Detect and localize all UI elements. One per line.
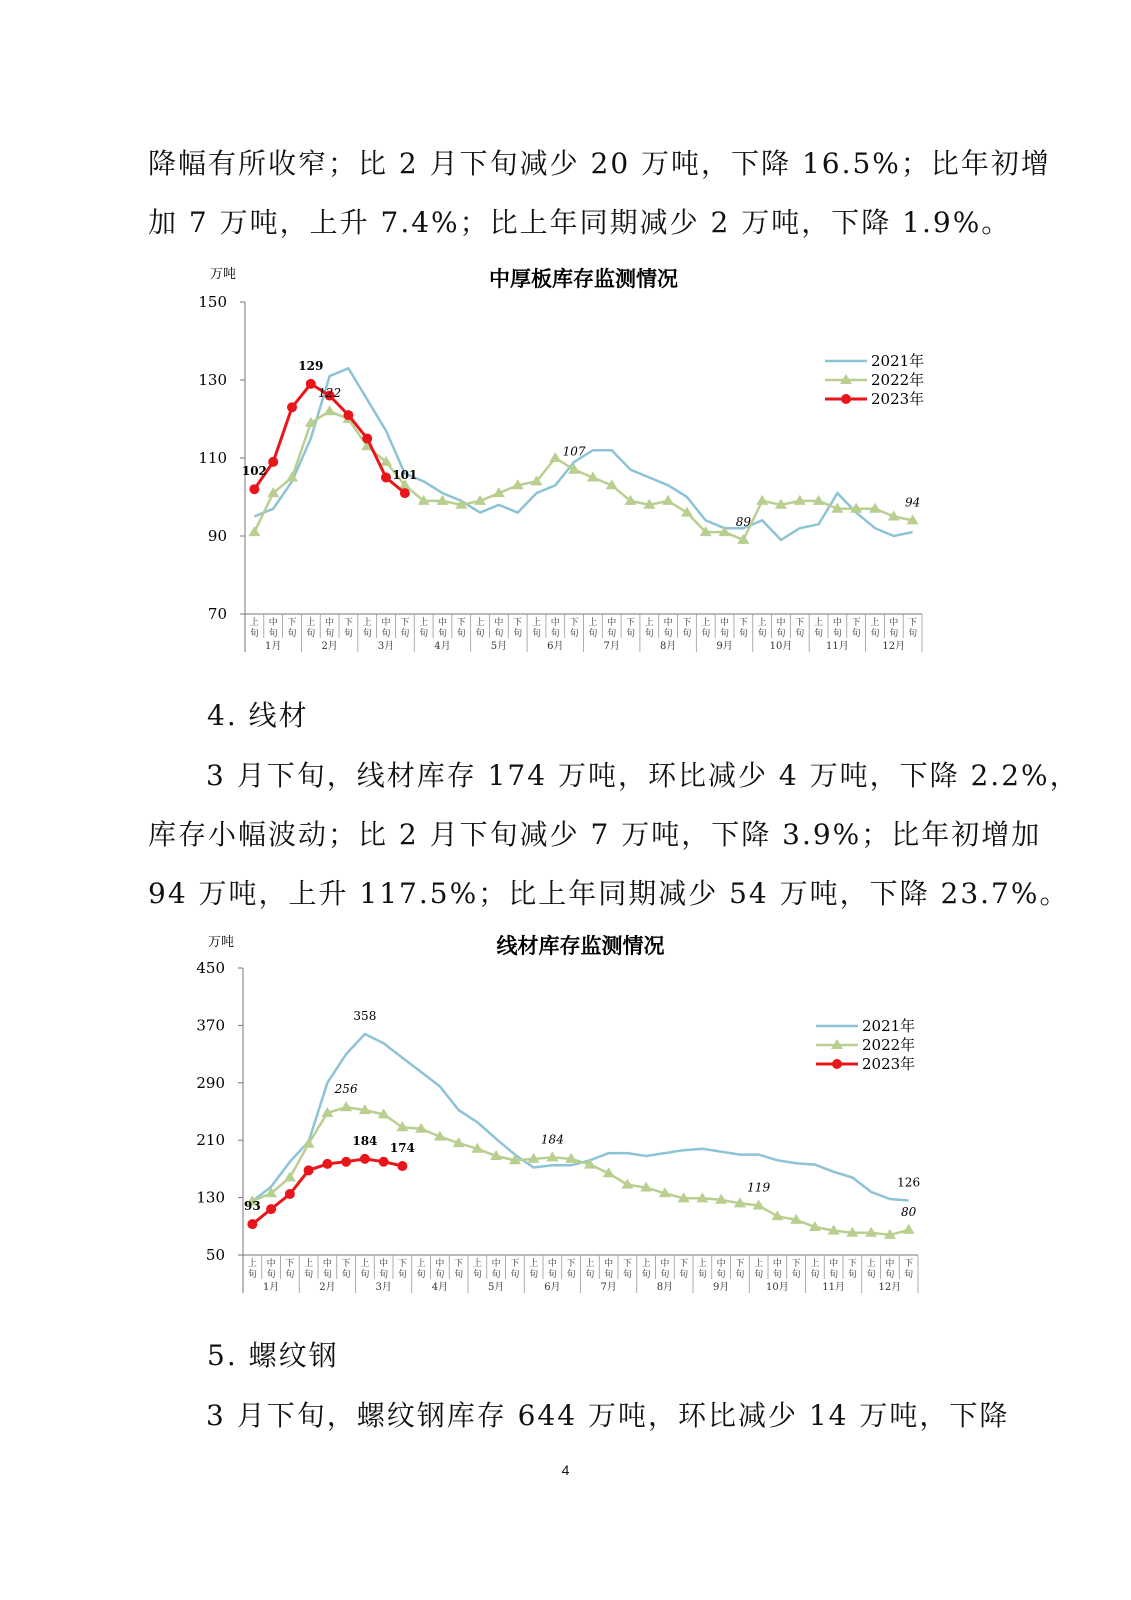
x-tick-label-bottom: 旬 [435,1270,445,1280]
x-tick-label-bottom: 旬 [437,629,447,639]
x-tick-label-bottom: 旬 [585,1270,595,1280]
x-tick-label-top: 上 [814,618,824,628]
x-tick-label-top: 上 [304,1259,314,1269]
page-number: 4 [561,1462,570,1478]
month-label: 5月 [487,1282,505,1293]
x-tick-label-top: 中 [325,618,335,628]
x-tick-label-bottom: 旬 [416,1270,426,1280]
y-tick-label: 130 [196,1188,225,1207]
data-point-circle [400,488,410,498]
x-tick-label-top: 上 [588,618,598,628]
x-tick-label-top: 中 [550,618,560,628]
x-tick-label-top: 中 [266,1259,276,1269]
x-tick-label-bottom: 旬 [607,629,617,639]
x-tick-label-bottom: 旬 [529,1270,539,1280]
x-tick-label-bottom: 旬 [810,1270,820,1280]
x-tick-label-top: 下 [795,618,805,628]
x-tick-label-bottom: 旬 [735,1270,745,1280]
text-line: 库存小幅波动；比 2 月下旬减少 7 万吨，下降 3.9%；比年初增加 [148,818,1042,851]
x-tick-label-bottom: 旬 [400,629,410,639]
x-tick-label-top: 中 [660,1259,670,1269]
x-tick-label-top: 中 [829,1259,839,1269]
data-point-triangle [284,1172,296,1182]
data-label: 101 [392,468,418,483]
data-point-circle [381,473,391,483]
x-tick-label-bottom: 旬 [832,629,842,639]
data-label: 94 [904,495,921,510]
legend-entry: 2023年 [862,1055,916,1073]
x-tick-label-bottom: 旬 [397,1270,407,1280]
series-line-2022年 [254,411,912,540]
x-tick-label-bottom: 旬 [379,1270,389,1280]
x-tick-label-top: 上 [419,618,429,628]
text-line: 加 7 万吨，上升 7.4%；比上年同期减少 2 万吨，下降 1.9%。 [148,206,1012,239]
x-tick-label-bottom: 旬 [851,629,861,639]
x-tick-label-bottom: 旬 [454,1270,464,1280]
paragraph-plate-summary [148,134,1051,252]
data-point-triangle [303,1138,315,1148]
x-tick-label-top: 上 [360,1259,370,1269]
y-tick-label: 70 [207,605,227,623]
data-point-triangle [324,405,336,415]
x-tick-label-bottom: 旬 [866,1270,876,1280]
text-line: 3 月下旬，螺纹钢库存 644 万吨，环比减少 14 万吨，下降 [206,1399,1010,1432]
month-label: 5月 [490,641,508,652]
x-tick-label-top: 上 [754,1259,764,1269]
x-tick-label-bottom: 旬 [550,629,560,639]
x-tick-label-bottom: 旬 [908,629,918,639]
x-tick-label-bottom: 旬 [604,1270,614,1280]
x-tick-label-bottom: 旬 [510,1270,520,1280]
y-axis-unit: 万吨 [210,267,237,282]
wire-rod-inventory-chart [0,928,1131,1298]
section-heading-rebar: 5. 螺纹钢 [207,1339,339,1372]
x-tick-label-top: 中 [720,618,730,628]
y-tick-label: 150 [198,293,227,311]
x-tick-label-bottom: 旬 [306,629,316,639]
plate-inventory-chart [0,258,1131,658]
x-tick-label-top: 上 [641,1259,651,1269]
data-point-triangle [248,526,260,536]
data-point-triangle [546,1151,558,1161]
y-tick-label: 90 [207,527,227,545]
data-point-circle [343,410,353,420]
x-tick-label-bottom: 旬 [701,629,711,639]
data-label: 119 [747,1180,771,1195]
x-tick-label-top: 中 [885,1259,895,1269]
x-tick-label-top: 下 [626,618,636,628]
x-tick-label-top: 中 [437,618,447,628]
x-tick-label-top: 下 [569,618,579,628]
x-tick-label-bottom: 旬 [720,629,730,639]
data-label: 184 [352,1133,378,1148]
month-label: 12月 [878,1282,902,1293]
x-tick-label-top: 下 [566,1259,576,1269]
y-tick-label: 110 [198,449,227,467]
legend-entry: 2021年 [871,352,925,370]
x-tick-label-bottom: 旬 [738,629,748,639]
x-tick-label-top: 下 [791,1259,801,1269]
x-tick-label-top: 上 [529,1259,539,1269]
month-label: 4月 [431,1282,449,1293]
x-tick-label-top: 中 [494,618,504,628]
x-tick-label-bottom: 旬 [322,1270,332,1280]
x-tick-label-bottom: 旬 [679,1270,689,1280]
x-tick-label-top: 下 [735,1259,745,1269]
x-tick-label-bottom: 旬 [682,629,692,639]
x-tick-label-bottom: 旬 [754,1270,764,1280]
month-label: 3月 [377,641,395,652]
data-point-triangle [340,1101,352,1111]
month-label: 1月 [265,641,282,652]
x-tick-label-bottom: 旬 [362,629,372,639]
text-line: 3 月下旬，线材库存 174 万吨，环比减少 4 万吨，下降 2.2%， [206,759,1080,792]
x-tick-label-bottom: 旬 [341,1270,351,1280]
x-tick-label-bottom: 旬 [381,629,391,639]
x-tick-label-top: 下 [397,1259,407,1269]
chart-title: 中厚板库存监测情况 [489,266,678,291]
x-tick-label-top: 上 [472,1259,482,1269]
x-tick-label-top: 下 [622,1259,632,1269]
x-tick-label-top: 中 [604,1259,614,1269]
month-label: 7月 [603,641,620,652]
x-tick-label-bottom: 旬 [847,1270,857,1280]
data-label: 102 [241,464,267,479]
x-tick-label-top: 上 [362,618,372,628]
data-point-circle [266,1204,276,1214]
x-tick-label-top: 上 [644,618,654,628]
x-tick-label-bottom: 旬 [419,629,429,639]
x-tick-label-top: 下 [682,618,692,628]
x-tick-label-top: 中 [776,618,786,628]
x-tick-label-bottom: 旬 [641,1270,651,1280]
x-tick-label-top: 下 [343,618,353,628]
x-tick-label-bottom: 旬 [757,629,767,639]
data-point-circle [285,1189,295,1199]
x-tick-label-bottom: 旬 [795,629,805,639]
x-tick-label-top: 中 [322,1259,332,1269]
month-label: 9月 [716,641,733,652]
x-tick-label-top: 下 [510,1259,520,1269]
chart-title: 线材库存监测情况 [496,933,665,958]
month-label: 9月 [712,1282,730,1293]
x-tick-label-bottom: 旬 [531,629,541,639]
y-tick-label: 210 [196,1131,225,1150]
x-tick-label-top: 中 [772,1259,782,1269]
y-tick-label: 450 [196,959,225,977]
x-tick-label-top: 上 [810,1259,820,1269]
x-tick-label-top: 上 [701,618,711,628]
x-tick-label-bottom: 旬 [772,1270,782,1280]
x-tick-label-top: 中 [607,618,617,628]
data-label: 174 [389,1141,415,1156]
x-tick-label-bottom: 旬 [266,1270,276,1280]
month-label: 8月 [656,1282,674,1293]
data-point-circle [379,1157,389,1167]
x-tick-label-top: 下 [847,1259,857,1269]
month-label: 2月 [321,641,338,652]
text-line: 94 万吨，上升 117.5%；比上年同期减少 54 万吨，下降 23.7%。 [148,877,1070,910]
data-point-triangle [621,1179,633,1189]
month-label: 2月 [319,1282,336,1293]
data-point-circle [397,1161,407,1171]
series-line-2021年 [252,1034,908,1201]
x-tick-label-top: 上 [585,1259,595,1269]
x-tick-label-bottom: 旬 [814,629,824,639]
data-point-triangle [396,1121,408,1131]
x-tick-label-top: 上 [247,1259,257,1269]
x-tick-label-top: 中 [435,1259,445,1269]
y-axis-unit: 万吨 [208,935,235,950]
x-tick-label-top: 下 [400,618,410,628]
month-label: 3月 [375,1282,392,1293]
x-tick-label-top: 上 [757,618,767,628]
month-label: 11月 [822,1282,845,1293]
month-label: 4月 [434,641,451,652]
data-point-circle [304,1165,314,1175]
x-tick-label-top: 中 [268,618,278,628]
x-tick-label-bottom: 旬 [588,629,598,639]
data-label: 107 [562,444,586,459]
data-point-triangle [662,495,674,505]
month-label: 1月 [262,1282,280,1293]
data-point-circle [247,1219,257,1229]
x-tick-label-bottom: 旬 [249,629,259,639]
x-tick-label-bottom: 旬 [829,1270,839,1280]
x-tick-label-bottom: 旬 [456,629,466,639]
y-tick-label: 370 [196,1016,225,1035]
x-tick-label-bottom: 旬 [622,1270,632,1280]
x-tick-label-bottom: 旬 [547,1270,557,1280]
data-label: 358 [353,1009,377,1024]
x-tick-label-top: 下 [904,1259,914,1269]
y-tick-label: 50 [205,1246,225,1264]
month-label: 7月 [600,1282,617,1293]
x-tick-label-bottom: 旬 [697,1270,707,1280]
x-tick-label-bottom: 旬 [325,629,335,639]
x-tick-label-bottom: 旬 [904,1270,914,1280]
x-tick-label-top: 下 [679,1259,689,1269]
x-tick-label-top: 上 [249,618,259,628]
x-tick-label-top: 下 [341,1259,351,1269]
month-label: 10月 [769,641,793,652]
x-tick-label-bottom: 旬 [268,629,278,639]
x-tick-label-bottom: 旬 [566,1270,576,1280]
x-tick-label-bottom: 旬 [791,1270,801,1280]
x-tick-label-bottom: 旬 [494,629,504,639]
data-point-circle [322,1159,332,1169]
x-tick-label-top: 中 [889,618,899,628]
data-point-circle [360,1154,370,1164]
x-tick-label-top: 下 [285,1259,295,1269]
x-tick-label-bottom: 旬 [644,629,654,639]
month-label: 8月 [659,641,677,652]
x-tick-label-top: 中 [663,618,673,628]
legend-entry: 2022年 [862,1036,916,1054]
x-tick-label-bottom: 旬 [885,1270,895,1280]
legend-entry: 2021年 [862,1017,916,1035]
data-label: 256 [334,1082,358,1097]
data-point-circle [268,457,278,467]
data-label: 184 [540,1132,564,1147]
x-tick-label-bottom: 旬 [889,629,899,639]
data-point-triangle [681,507,693,517]
x-tick-label-top: 中 [716,1259,726,1269]
x-tick-label-bottom: 旬 [360,1270,370,1280]
x-tick-label-top: 下 [454,1259,464,1269]
x-tick-label-bottom: 旬 [513,629,523,639]
x-tick-label-top: 下 [456,618,466,628]
x-tick-label-bottom: 旬 [716,1270,726,1280]
data-point-circle [287,402,297,412]
paragraph-wire-rod-summary [148,746,1080,923]
x-tick-label-top: 下 [513,618,523,628]
month-label: 6月 [547,641,564,652]
x-tick-label-bottom: 旬 [776,629,786,639]
data-label: 80 [900,1204,917,1219]
y-tick-label: 290 [196,1073,225,1092]
data-label: 122 [318,386,342,401]
x-tick-label-top: 上 [306,618,316,628]
paragraph-rebar-summary [148,1386,1010,1445]
x-tick-label-bottom: 旬 [287,629,297,639]
legend-entry: 2022年 [871,371,925,389]
x-tick-label-top: 上 [531,618,541,628]
legend-entry: 2023年 [871,390,925,408]
x-tick-label-bottom: 旬 [304,1270,314,1280]
x-tick-label-bottom: 旬 [870,629,880,639]
data-point-circle [306,379,316,389]
x-tick-label-bottom: 旬 [660,1270,670,1280]
x-tick-label-top: 上 [475,618,485,628]
data-label: 93 [244,1199,261,1214]
x-tick-label-top: 下 [908,618,918,628]
data-label: 126 [897,1175,921,1190]
data-label: 129 [298,358,324,373]
x-tick-label-top: 上 [416,1259,426,1269]
month-label: 6月 [544,1282,561,1293]
data-point-triangle [549,452,561,462]
x-tick-label-bottom: 旬 [663,629,673,639]
x-tick-label-bottom: 旬 [475,629,485,639]
data-point-circle [341,1157,351,1167]
y-tick-label: 130 [198,371,227,389]
x-tick-label-top: 上 [866,1259,876,1269]
x-tick-label-top: 下 [287,618,297,628]
x-tick-label-top: 中 [381,618,391,628]
x-tick-label-top: 上 [697,1259,707,1269]
x-tick-label-bottom: 旬 [247,1270,257,1280]
legend-marker-circle [832,1059,842,1069]
x-tick-label-top: 中 [547,1259,557,1269]
legend-marker-circle [841,394,851,404]
data-point-circle [249,484,259,494]
data-point-triangle [756,495,768,505]
month-label: 12月 [882,641,906,652]
month-label: 10月 [766,1282,789,1293]
x-tick-label-top: 中 [379,1259,389,1269]
x-tick-label-bottom: 旬 [569,629,579,639]
x-tick-label-bottom: 旬 [343,629,353,639]
text-line: 降幅有所收窄；比 2 月下旬减少 20 万吨，下降 16.5%；比年初增 [148,147,1051,180]
x-tick-label-bottom: 旬 [285,1270,295,1280]
x-tick-label-top: 上 [870,618,880,628]
series-line-2022年 [252,1107,908,1235]
x-tick-label-top: 中 [491,1259,501,1269]
section-heading-wire-rod: 4. 线材 [207,699,309,732]
x-tick-label-top: 下 [738,618,748,628]
data-point-triangle [903,1224,915,1234]
data-label: 89 [735,514,751,529]
x-tick-label-top: 下 [851,618,861,628]
month-label: 11月 [826,641,849,652]
x-tick-label-bottom: 旬 [472,1270,482,1280]
x-tick-label-bottom: 旬 [491,1270,501,1280]
x-tick-label-top: 中 [832,618,842,628]
x-tick-label-bottom: 旬 [626,629,636,639]
data-point-circle [362,434,372,444]
